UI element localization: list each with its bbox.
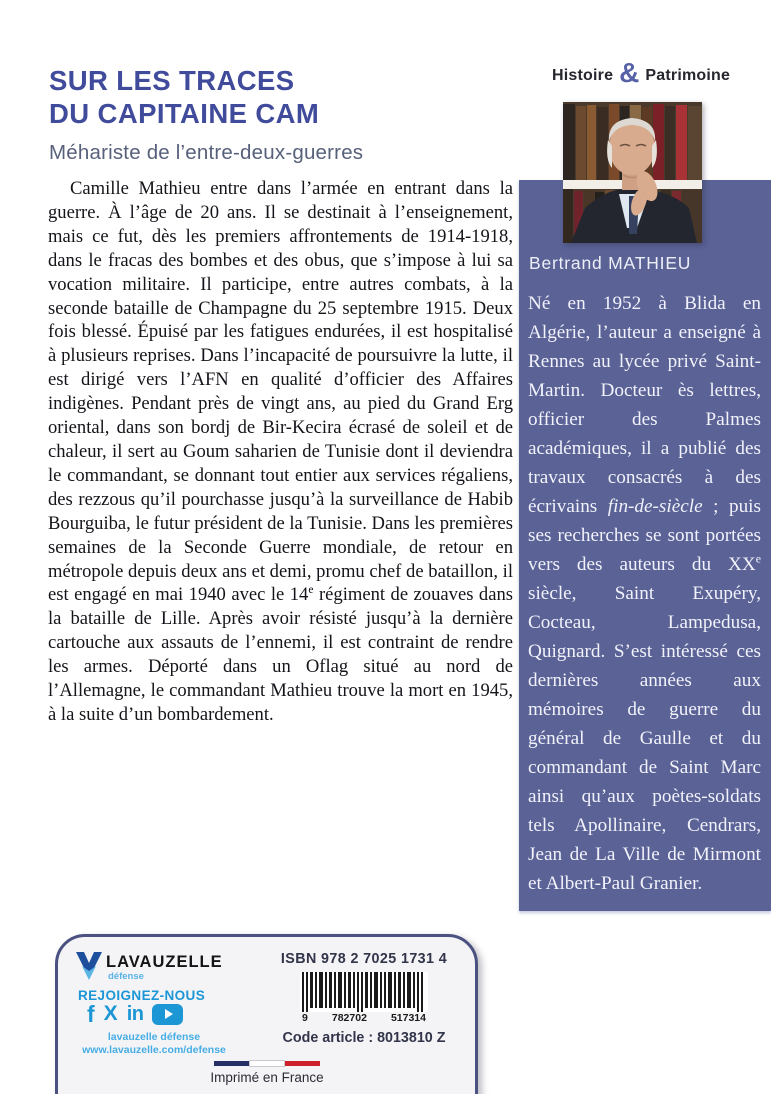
x-twitter-icon: X <box>103 1002 118 1025</box>
book-title-line1: SUR LES TRACES <box>49 65 295 96</box>
publisher-website: www.lavauzelle.com/defense <box>82 1044 226 1056</box>
youtube-icon <box>152 1004 183 1025</box>
book-title-line2: DU CAPITAINE CAM <box>49 98 320 129</box>
bio-text-3: siècle, Saint Exupéry, Cocteau, Lampedusa, Quignard. S’est intéressé ces dernières années aux mémoires de guerre du général de Gaulle et du commandant de Saint Marc ainsi qu’aux poètes-soldats tels Apollinaire, Cendrars, Jean de La Ville de Mirmont et Albert-Paul Granier. <box>528 583 761 894</box>
ean-digit-mid: 782702 <box>331 1012 367 1024</box>
isbn-text: ISBN 978 2 7025 1731 4 <box>280 951 448 967</box>
publisher-card <box>55 934 478 1094</box>
synopsis-text-1: Camille Mathieu entre dans l’armée en entrant dans la guerre. À l’âge de 20 ans. Il se destinait à l’enseignement, mais ce fut, dès les premiers affrontements de 1914-1918, dans le fracas des bombes et des obus, que s’impose à lui sa vocation militaire. Il participe, entre autres combats, à la seconde bataille de Champagne du 25 septembre 1915. Deux fois blessé. Épuisé par les fatigues endurées, il est hospitalisé à plusieurs reprises. Dans l’incapacité de poursuivre la lutte, il est dirigé vers l’AFN en qualité d’officier des Affaires indigènes. Pendant près de vingt ans, au pied du Grand Erg oriental, dans son bordj de Bir-Kecira écrasé de soleil et de chaleur, il sert au Goum saharien de Tunisie dont il deviendra le commandant, se donnant tout entier aux services régaliens, des rezzous qu’il pourchasse jusqu’à la surveillance de Habib Bourguiba, le futur président de la Tunisie. Dans les premières semaines de la Seconde Guerre mondiale, de retour en métropole depuis deux ans et demi, promu chef de bataillon, il est engagé en mai 1940 avec le 14 <box>48 178 513 606</box>
ean-digit-left: 9 <box>302 1012 308 1024</box>
facebook-icon: f <box>87 1000 95 1027</box>
author-name: Bertrand MATHIEU <box>529 253 692 273</box>
author-photo <box>563 102 702 243</box>
social-icons-row <box>87 1002 183 1026</box>
bio-italic-phrase: fin-de-siècle <box>607 496 703 517</box>
bio-century: XX <box>728 554 756 575</box>
linkedin-icon: in <box>126 1002 144 1025</box>
author-bio <box>528 289 761 898</box>
publisher-brand-sub: défense <box>108 971 144 982</box>
series-word-right: Patrimoine <box>645 67 731 84</box>
series-word-left: Histoire <box>552 67 614 84</box>
ean-barcode <box>300 972 428 1024</box>
book-title <box>49 64 319 130</box>
bio-text-1: Né en 1952 à Blida en Algérie, l’auteur a enseigné à Rennes au lycée privé Saint-Martin. Docteur ès lettres, officier des Palmes académiques, il a publié des travaux consacrés à des écrivains <box>528 293 761 517</box>
youtube-play-triangle <box>165 1009 173 1019</box>
flag-red-stripe <box>285 1061 320 1066</box>
commerce-block <box>256 951 472 1046</box>
ordinal-superscript: e <box>308 584 314 597</box>
book-subtitle: Méhariste de l’entre-deux-guerres <box>49 141 364 164</box>
ampersand-glyph: & <box>619 57 640 88</box>
ean-digits <box>300 1012 428 1024</box>
synopsis-text-2: régiment de zouaves dans la bataille de Lille. Après avoir résisté jusqu’à la dernière cartouche aux assauts de l’ennemi, il est contraint de rendre les armes. Déporté dans un Oflag situé au nord de l’Allemagne, le commandant Mathieu trouve la mort en 1945, à la suite d’un bombardement. <box>48 584 514 725</box>
bio-ordinal-superscript: e <box>755 551 761 566</box>
code-article-text: Code article : 8013810 Z <box>282 1030 446 1046</box>
flag-white-stripe <box>250 1061 285 1066</box>
synopsis-paragraph <box>48 177 513 727</box>
barcode-bars <box>300 972 428 1012</box>
bio-text-2: ; puis ses recherches se sont portées vers des auteurs du <box>528 496 761 575</box>
flag-blue-stripe <box>214 1061 249 1066</box>
social-handle: lavauzelle défense <box>107 1031 201 1043</box>
french-flag-icon <box>214 1061 320 1066</box>
ean-digit-right: 517314 <box>390 1012 426 1024</box>
join-us-label: REJOIGNEZ-NOUS <box>78 988 206 1003</box>
publisher-brand: LAVAUZELLE <box>106 953 223 971</box>
lavauzelle-logo-icon <box>75 950 103 980</box>
printed-in-france-text: Imprimé en France <box>210 1070 324 1085</box>
series-label <box>552 57 731 92</box>
